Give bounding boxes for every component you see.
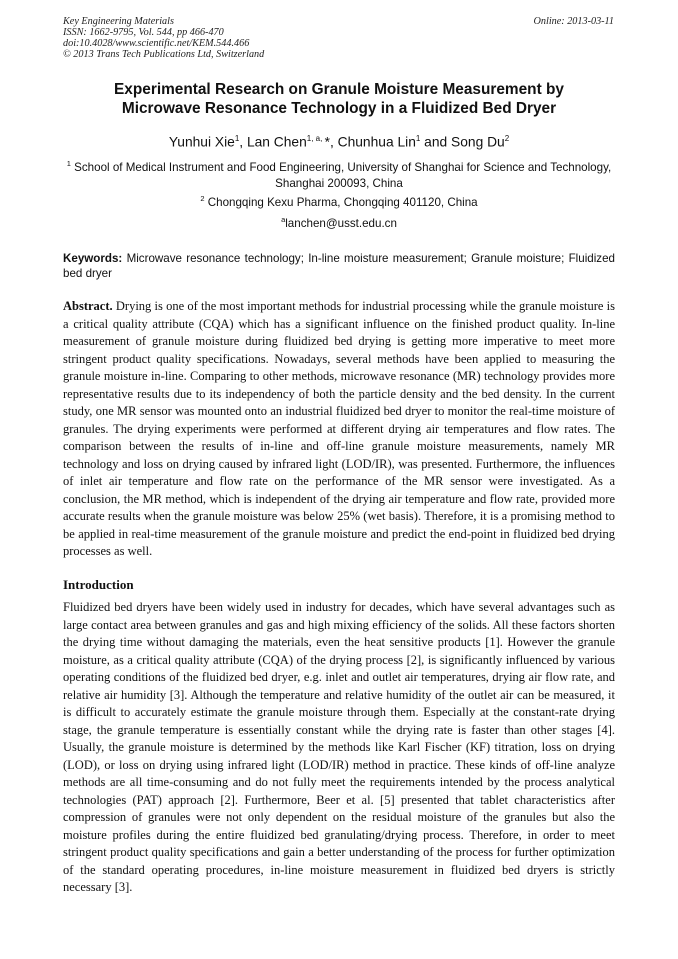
keywords-text: Microwave resonance technology; In-line moisture measurement; Granule moisture; Fluidized bed dryer [63, 252, 615, 280]
author-name: Song Du [451, 134, 505, 150]
author-name: Yunhui Xie [168, 134, 235, 150]
issn-line: ISSN: 1662-9795, Vol. 544, pp 466-470 [63, 27, 224, 38]
author-separator: , [329, 134, 338, 150]
title-line-2: Microwave Resonance Technology in a Fluidized Bed Dryer [121, 100, 557, 117]
copyright-line: © 2013 Trans Tech Publications Ltd, Switzerland [63, 49, 265, 60]
email-line [63, 212, 615, 232]
email-mark: a [281, 215, 286, 224]
affiliation-1 [63, 156, 615, 192]
author-separator: and [420, 134, 452, 150]
author-affiliation-mark: 1, a, [306, 134, 325, 143]
author-affiliation-mark: 1 [415, 134, 421, 143]
affiliation-mark: 2 [200, 194, 205, 203]
author-affiliation-mark: 2 [504, 134, 510, 143]
journal-header [63, 16, 264, 60]
author-name: Chunhua Lin [337, 134, 416, 150]
affiliation-mark: 1 [66, 159, 71, 168]
title-line-1: Experimental Research on Granule Moisture Measurement by [114, 81, 564, 98]
journal-name: Key Engineering Materials [63, 16, 174, 27]
email-address[interactable]: lanchen@usst.edu.cn [285, 216, 397, 230]
author-list [63, 130, 615, 152]
online-date: Online: 2013-03-11 [533, 16, 614, 27]
affiliation-text: School of Medical Instrument and Food Engineering, University of Shanghai for Science and Technology, Shanghai 200093, China [74, 160, 612, 190]
keywords-block [63, 252, 615, 281]
author-separator: , [239, 134, 247, 150]
abstract-text: Drying is one of the most important methods for industrial processing while the granule moisture is a critical quality attribute (CQA) which has a significant influence on the finished product quality. In-line measurement of granule moisture during fluidized bed drying is getting more imperative to meet more stringent product quality specifications. Nowadays, several methods have been applied to measuring the granule moisture in-line. Comparing to other methods, microwave resonance (MR) technology provides more representative results due to its independency of both the particle density and the bed density. In the current study, one MR sensor was mounted onto an industrial fluidized bed dryer to monitor the real-time moisture of granules. The drying experiments were performed at different drying air temperatures and flow rates. The comparison between the results of in-line and off-line granule moisture measurements, namely MR technology and loss on drying caused by infrared light (LOD/IR), was presented. Furthermore, the influences of inlet air temperature and flow rate on the performance of the MR sensor were investigated. As a conclusion, the MR method, which is independent of the drying air temperature and flow rate, provided more accurate results when the granule moisture was below 25% (wet basis). Therefore, it is a promising method to be applied in real-time measurement of the granule moisture and predict the end-point in fluidized bed drying processes as well. [63, 299, 615, 558]
keywords-label: Keywords: [63, 252, 123, 265]
affiliation-2 [63, 191, 615, 211]
corresponding-author-mark: * [324, 134, 330, 150]
author-affiliation-mark: 1 [234, 134, 240, 143]
introduction-heading: Introduction [63, 577, 134, 592]
abstract-block [63, 298, 615, 561]
doi-line[interactable]: doi:10.4028/www.scientific.net/KEM.544.466 [63, 38, 250, 49]
abstract-label: Abstract. [63, 299, 113, 313]
paper-title [63, 80, 615, 118]
affiliation-text: Chongqing Kexu Pharma, Chongqing 401120, China [207, 195, 478, 209]
author-name: Lan Chen [246, 134, 307, 150]
introduction-paragraph: Fluidized bed dryers have been widely used in industry for decades, which have several advantages such as large contact area between granules and gas and high mixing efficiency of the solids. All these factors shorten the drying time without damaging the materials, even the heat sensitive products [1]. However the granule moisture, as a critical quality attribute (CQA) of the drying process [2], is significantly influenced by various operating conditions of the fluidized bed dryer, e.g. inlet and outlet air temperatures, drying air flow rate, and relative air humidity [3]. Although the temperature and relative humidity of the outlet air can be measured, it is difficult to accurately estimate the granule moisture through them. Especially at the constant-rate drying stage, the granule temperature is essentially constant while the drying rate is faster than other stages [4]. Usually, the granule moisture is determined by the methods like Karl Fischer (KF) titration, loss on drying (LOD), or loss on drying using infrared light (LOD/IR) method in practice. These kinds of off-line analyze methods are all time-consuming and do not fully meet the requirements intended by the process analytical technologies (PAT) approach [2]. Furthermore, Beer et al. [5] presented that tablet characteristics after compression of granules were not only dependent on the residual moisture of the granules but also the moisture profiles during the entire fluidized bed granulating/drying process. Therefore, in order to meet stringent product quality specifications and gain a better understanding of the process for further optimization of the standard operating procedures, in-line moisture measurement in fluidized bed dryers is strictly necessary [3]. [63, 600, 615, 894]
